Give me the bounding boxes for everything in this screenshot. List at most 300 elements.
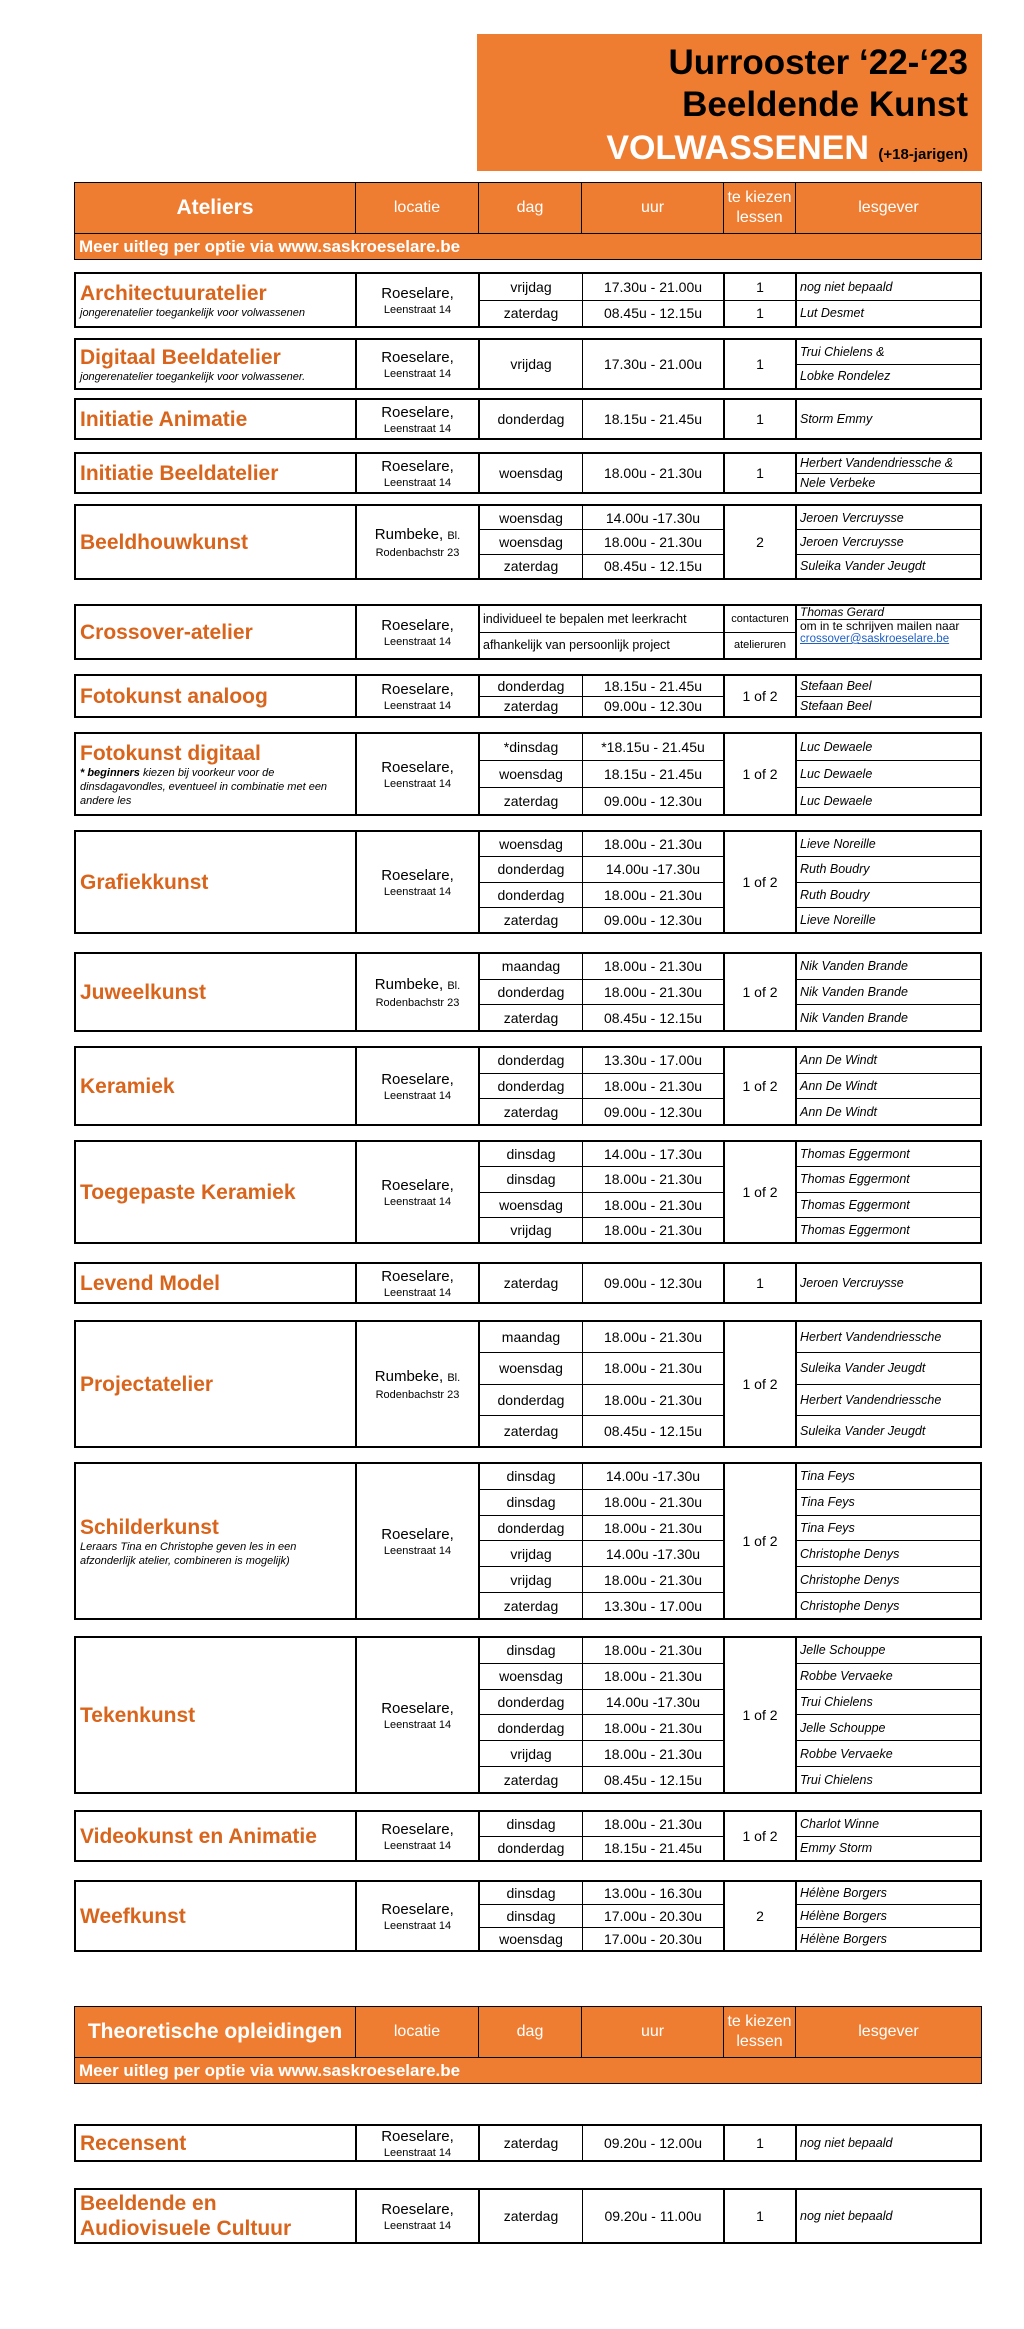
course-name: Crossover-atelier [80,620,253,644]
teacher-cell [797,340,980,388]
course-block [74,830,982,934]
location-city: Roeselare, [381,1900,454,1918]
teacher-name: nog niet bepaald [800,2209,893,2223]
teacher-name: Jelle Schouppe [797,1638,980,1664]
course-block [74,1140,982,1244]
course-name-cell [76,832,357,932]
schedule-row [480,1837,723,1861]
hours-label-1: contacturen [725,606,795,633]
day-cell: vrijdag [480,1541,583,1566]
teacher-name: Ann De Windt [797,1048,980,1074]
lesson-count: 1 of 2 [725,1048,797,1124]
day-cell: dinsdag [480,1812,583,1836]
day-cell: vrijdag [480,340,583,388]
day-cell: donderdag [480,883,583,907]
time-cell: 18.00u - 21.30u [603,958,703,975]
course-name: Tekenkunst [80,1703,196,1727]
header-ateliers: Ateliers [75,183,356,233]
teacher-name: Nik Vanden Brande [797,954,980,980]
teacher-cell [797,1322,980,1446]
schedule-row [480,530,723,554]
teacher-name: Charlot Winne [797,1812,980,1837]
location-street: Leenstraat 14 [383,635,452,648]
teacher-name: Jeroen Vercruysse [797,506,980,530]
time-cell: 09.00u - 12.30u [603,1103,703,1120]
lesson-count: 1 of 2 [725,734,797,814]
time-cell: 17.30u - 21.00u [603,278,703,295]
header-dag: dag [479,183,582,233]
course-name-cell [76,506,357,578]
teacher-name: Thomas Gerard [797,606,980,620]
schedule-row [480,1638,723,1664]
schedule-row [480,734,723,761]
course-block [74,732,982,816]
time-cell: 18.00u - 21.30u [603,1391,703,1408]
course-block [74,1810,982,1862]
course-name: Beeldende en Audiovisuele Cultuur [80,2192,292,2240]
schedule-row [480,1812,723,1837]
schedule-row [480,1264,723,1302]
schedule-row [480,1516,723,1542]
lesson-count: 1 of 2 [725,1142,797,1242]
schedule-row [480,1099,723,1124]
schedule-row [480,340,723,388]
time-cell: 18.00u - 21.30u [603,984,703,1000]
time-cell: 18.00u - 21.30u [603,1642,703,1659]
teacher-name: Nele Verbeke [800,475,876,490]
time-cell: 09.00u - 12.30u [603,793,703,809]
day-cell: dinsdag [480,1638,583,1663]
course-name-cell [76,1464,357,1618]
day-cell: donderdag [480,1074,583,1099]
lesson-count-value: 1 [756,305,764,322]
time-cell: 18.00u - 21.30u [603,836,703,853]
lesson-count: 1 [725,340,797,388]
location-street: Leenstraat 14 [383,1286,452,1299]
title-line-2: Beeldende Kunst [682,85,968,124]
header-te-kiezen: te kiezen lessen [724,183,796,233]
schedule-cell [480,1264,725,1302]
day-cell: woensdag [480,454,583,492]
ateliers-header [74,182,982,234]
course-name-cell [76,2126,357,2160]
course-name-cell [76,2190,357,2242]
course-block [74,1880,982,1952]
time-cell: 17.30u - 21.00u [603,356,703,372]
day-cell: zaterdag [480,908,583,932]
schedule-row [480,1541,723,1567]
time-cell: 13.30u - 17.00u [603,1597,703,1614]
time-cell: 14.00u -17.30u [605,861,701,878]
lesson-count: 1 [725,454,797,492]
course-block [74,338,982,390]
schedule-row [480,1928,723,1950]
time-cell: 14.00u -17.30u [605,1468,701,1485]
course-note-text: Leraars Tina en Christophe geven les in een afzonderlijk atelier, combineren is mogelijk) [80,1540,297,1567]
location-city: Roeselare, [381,1070,454,1088]
schedule-row [480,400,723,438]
day-cell: woensdag [480,1928,583,1950]
teacher-cell [797,1048,980,1124]
time-cell: 09.20u - 12.00u [603,2135,703,2151]
time-cell: 18.15u - 21.45u [603,677,703,694]
lesson-count: 1 [725,2126,797,2160]
day-cell: donderdag [480,1837,583,1861]
course-name: Recensent [80,2131,187,2155]
teacher-name: Lieve Noreille [797,832,980,857]
course-block [74,952,982,1032]
time-cell: 17.00u - 20.30u [603,1931,703,1947]
course-block [74,1636,982,1794]
course-block [74,2124,982,2162]
schedule-row [480,1416,723,1446]
lesson-count: 1 of 2 [725,1812,797,1860]
teacher-name: Luc Dewaele [800,794,873,808]
day-cell: woensdag [480,506,583,529]
schedule-row [480,1322,723,1353]
course-name: Architectuuratelier [80,281,267,305]
location-street: Leenstraat 14 [383,1919,452,1932]
day-cell: donderdag [480,1385,583,1415]
course-name: Toegepaste Keramiek [80,1180,296,1204]
location-street: Leenstraat 14 [383,2146,452,2159]
schedule-cell [480,454,725,492]
day-cell: vrijdag [480,1218,583,1242]
location-cell [357,1464,480,1618]
teacher-name: Suleika Vander Jeugdt [800,559,926,574]
location-cell [357,954,480,1030]
location-street: Rodenbachstr 23 [375,546,460,559]
course-note-text: jongerenatelier toegankelijk voor volwassener. [80,370,306,383]
location-city: Roeselare, [381,1699,454,1717]
location-city: Rumbeke, Bl. [374,525,461,543]
day-cell: vrijdag [480,274,583,300]
course-block [74,272,982,328]
teacher-name: Ann De Windt [797,1074,980,1100]
course-crossover [74,604,982,660]
schedule-cell [480,274,725,326]
day-cell: zaterdag [480,1593,583,1618]
time-cell: 18.15u - 21.45u [603,1840,703,1857]
schedule-row [480,1385,723,1416]
course-name: Weefkunst [80,1904,186,1928]
location-street: Leenstraat 14 [383,1718,452,1731]
teacher-name: Ann De Windt [800,1104,878,1119]
course-note [80,370,351,384]
header-locatie: locatie [356,183,479,233]
lesson-count: 1 [725,1264,797,1302]
day-cell: maandag [480,1322,583,1352]
day-cell: donderdag [480,1048,583,1073]
schedule-line-2: afhankelijk van persoonlijk project [483,638,670,653]
course-name: Levend Model [80,1271,221,1295]
course-block [74,674,982,718]
day-cell: donderdag [480,400,583,438]
teacher-name: Stefaan Beel [797,676,980,697]
schedule-row [480,1193,723,1218]
location-cell [357,1638,480,1792]
time-cell: 18.15u - 21.45u [603,411,703,427]
teacher-name: Herbert Vandendriessche [797,1385,980,1416]
day-cell: zaterdag [480,1005,583,1030]
course-name-cell [76,1812,357,1860]
location-street: Leenstraat 14 [383,1544,452,1557]
teacher-name: Hélène Borgers [800,1932,887,1946]
location-city: Rumbeke, Bl. [374,1367,461,1385]
teacher-name: Robbe Vervaeke [797,1741,980,1767]
course-name-cell [76,676,357,716]
location-street: Leenstraat 14 [383,1089,452,1102]
course-note [80,306,351,320]
time-cell: 18.00u - 21.30u [603,1520,703,1537]
teacher-name: nog niet bepaald [797,274,980,301]
day-cell: zaterdag [480,555,583,578]
location-city-abbr: Bl. [447,1371,461,1384]
teacher-name: Jeroen Vercruysse [797,530,980,554]
course-block [74,398,982,440]
time-cell: 14.00u -17.30u [605,1545,701,1562]
teacher-name: Trui Chielens & [797,340,980,365]
location-city: Roeselare, [381,758,454,776]
location-cell [357,606,480,658]
schedule-row [480,1005,723,1030]
teacher-name: Robbe Vervaeke [797,1664,980,1690]
location-city: Rumbeke, Bl. [374,975,461,993]
schedule-cell [480,1048,725,1124]
day-cell: zaterdag [480,1416,583,1446]
course-name-cell [76,734,357,814]
teacher-name: Ruth Boudry [797,883,980,908]
location-cell [357,832,480,932]
course-name-cell [76,1882,357,1950]
schedule-row [480,883,723,908]
age-note: (+18-jarigen) [878,146,968,163]
day-cell: woensdag [480,1664,583,1689]
time-cell: 09.00u - 12.30u [603,1275,703,1291]
location-city: Roeselare, [381,1267,454,1285]
schedule-row [480,1767,723,1792]
schedule-row [480,301,723,327]
header-te-kiezen: te kiezen lessen [724,2007,796,2057]
course-block [74,1320,982,1448]
theory-info-link[interactable]: Meer uitleg per optie via www.saskroeselare.be [74,2058,982,2084]
day-cell: woensdag [480,530,583,553]
course-name-cell [76,274,357,326]
course-name: Schilderkunst [80,1515,219,1539]
header-dag: dag [479,2007,582,2057]
location-cell [357,400,480,438]
teacher-name: Stefaan Beel [800,699,872,714]
course-name: Grafiekkunst [80,870,209,894]
header-locatie: locatie [356,2007,479,2057]
day-cell: donderdag [480,980,583,1005]
schedule-row [480,454,723,492]
schedule-row [480,697,723,717]
teacher-cell [797,1142,980,1242]
teacher-name: Tina Feys [797,1516,980,1542]
schedule-cell [480,1638,725,1792]
time-cell: 08.45u - 12.15u [603,558,703,575]
crossover-email-link[interactable]: crossover@saskroeselare.be [800,633,950,645]
course-name: Digitaal Beeldatelier [80,345,281,369]
lesson-count-value: 1 [725,274,795,301]
time-cell: 17.00u - 20.30u [603,1908,703,1924]
teacher-cell [797,2126,980,2160]
time-cell: 18.00u - 21.30u [603,1196,703,1213]
teacher-name: Thomas Eggermont [797,1167,980,1192]
location-cell [357,676,480,716]
course-name-cell [76,1264,357,1302]
location-street: Leenstraat 14 [383,777,452,790]
schedule-row [480,1353,723,1384]
schedule-cell [480,1142,725,1242]
schedule-row [480,1074,723,1100]
course-name-cell [76,606,357,658]
teacher-name: Lut Desmet [800,306,864,321]
day-cell: woensdag [480,1353,583,1383]
course-name-cell [76,454,357,492]
course-note [80,766,351,808]
teacher-name: Herbert Vandendriessche [797,1322,980,1353]
schedule-row [480,1567,723,1593]
teacher-name: Trui Chielens [797,1690,980,1716]
day-cell: woensdag [480,832,583,856]
location-street: Leenstraat 14 [383,303,452,316]
teacher-name: Christophe Denys [797,1541,980,1567]
teacher-cell [797,1638,980,1792]
teacher-name: Luc Dewaele [797,761,980,788]
location-city: Roeselare, [381,866,454,884]
location-street: Leenstraat 14 [383,1195,452,1208]
course-name-cell [76,1142,357,1242]
location-cell [357,2126,480,2160]
teacher-cell [797,1464,980,1618]
day-cell: donderdag [480,1715,583,1740]
teacher-cell [797,734,980,814]
schedule-row [480,1905,723,1928]
location-city: Roeselare, [381,284,454,302]
lesson-count: 1 [725,2190,797,2242]
schedule-cell [480,340,725,388]
location-cell [357,1048,480,1124]
course-name: Initiatie Beeldatelier [80,461,279,485]
course-name-cell [76,1638,357,1792]
schedule-row [480,676,723,697]
teacher-name: Christophe Denys [800,1598,900,1613]
schedule-row [480,1741,723,1767]
teacher-name: Thomas Eggermont [800,1222,910,1237]
schedule-cell [480,954,725,1030]
time-cell: 08.45u - 12.15u [603,1009,703,1026]
teacher-cell [797,1264,980,1302]
teacher-cell [797,1882,980,1950]
location-city: Roeselare, [381,348,454,366]
day-cell: donderdag [480,857,583,881]
schedule-row [480,1464,723,1490]
theory-header [74,2006,982,2058]
lesson-count: 1 [725,400,797,438]
teacher-name: Thomas Eggermont [797,1193,980,1218]
course-block [74,1462,982,1620]
course-name-cell [76,1048,357,1124]
time-cell: 18.00u - 21.30u [603,1745,703,1762]
schedule-cell [480,1464,725,1618]
lesson-count: 1 of 2 [725,832,797,932]
location-cell [357,506,480,578]
header-uur: uur [582,183,724,233]
time-cell: 13.30u - 17.00u [603,1052,703,1069]
schedule-row [480,908,723,932]
time-cell: 14.00u - 17.30u [603,1146,703,1163]
day-cell: dinsdag [480,1464,583,1489]
schedule-cell [480,2190,725,2242]
teacher-cell [797,274,980,326]
course-name: Projectatelier [80,1372,214,1396]
course-note-bold: * beginners [80,766,140,779]
location-city-abbr: Bl. [447,529,461,542]
location-street: Leenstraat 14 [383,699,452,712]
time-cell: 08.45u - 12.15u [603,305,703,322]
ateliers-info-link[interactable]: Meer uitleg per optie via www.saskroeselare.be [74,234,982,260]
lesson-count: 1 of 2 [725,1322,797,1446]
schedule-row [480,857,723,882]
teacher-name: Tina Feys [797,1464,980,1490]
schedule-row [480,1167,723,1192]
time-cell: 18.15u - 21.45u [603,766,703,782]
time-cell: 18.00u - 21.30u [603,1815,703,1832]
time-cell: 09.00u - 12.30u [603,911,703,928]
location-city: Roeselare, [381,1820,454,1838]
location-cell [357,2190,480,2242]
title-line-1: Uurrooster ‘22-‘23 [668,43,968,82]
location-cell [357,274,480,326]
location-city: Roeselare, [381,1525,454,1543]
header-lesgever: lesgever [858,2023,919,2040]
day-cell: dinsdag [480,1142,583,1166]
time-cell: 18.00u - 21.30u [603,1668,703,1685]
day-cell: vrijdag [480,1567,583,1592]
teacher-cell [797,1812,980,1860]
course-name: Initiatie Animatie [80,407,248,431]
schedule-cell [480,2126,725,2160]
teacher-name: Herbert Vandendriessche & [797,454,980,474]
time-cell: 18.00u - 21.30u [603,1360,703,1377]
time-cell: 08.45u - 12.15u [603,1422,703,1439]
teacher-name: Lobke Rondelez [800,369,891,384]
schedule-row [480,1218,723,1242]
teacher-name: Christophe Denys [797,1567,980,1593]
teacher-cell [797,676,980,716]
day-cell: zaterdag [480,2190,583,2242]
time-cell: 08.45u - 12.15u [603,1771,703,1788]
teacher-cell [797,954,980,1030]
title-banner [477,34,982,171]
teacher-name: Nik Vanden Brande [800,1010,908,1025]
lesson-count: 2 [725,506,797,578]
course-block [74,504,982,580]
day-cell: zaterdag [480,697,583,717]
course-name-cell [76,954,357,1030]
schedule-row [480,2126,723,2160]
schedule-row [480,980,723,1006]
location-city: Roeselare, [381,1176,454,1194]
schedule-cell [480,506,725,578]
teacher-name: Ruth Boudry [797,857,980,882]
course-block [74,452,982,494]
day-cell: woensdag [480,1193,583,1217]
course-block [74,1262,982,1304]
time-cell: 18.00u - 21.30u [603,1221,703,1238]
